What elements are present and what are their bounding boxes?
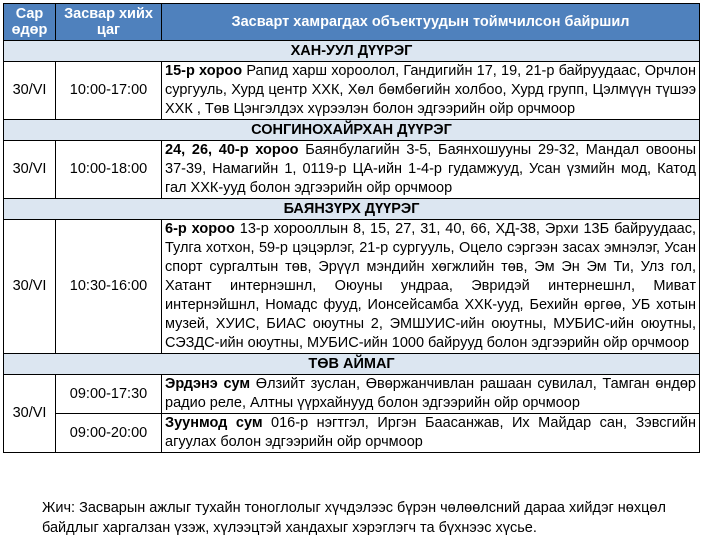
location-cell — [162, 220, 700, 354]
region-name: ТӨВ АЙМАГ — [4, 354, 700, 375]
location-cell — [162, 414, 700, 453]
date-cell: 30/VI — [4, 62, 56, 120]
region-row — [4, 354, 700, 375]
header-time: Засвар хийх цаг — [56, 4, 162, 41]
date-cell: 30/VI — [4, 141, 56, 199]
region-name: СОНГИНОХАЙРХАН ДҮҮРЭГ — [4, 120, 700, 141]
location-cell — [162, 141, 700, 199]
region-name: БАЯНЗҮРХ ДҮҮРЭГ — [4, 199, 700, 220]
table-row — [4, 141, 700, 199]
region-row — [4, 41, 700, 62]
time-cell: 10:30-16:00 — [56, 220, 162, 354]
location-district: Зуунмод сум — [165, 415, 263, 431]
date-cell: 30/VI — [4, 220, 56, 354]
repair-schedule-table — [3, 3, 700, 453]
table-row — [4, 62, 700, 120]
location-details: 016-р нэгтгэл, Иргэн Баасанжав, Их Майдар сан, Зэвсгийн агуулах болон эдгээрийн ойр орчмоор — [165, 415, 696, 450]
location-cell — [162, 375, 700, 414]
date-cell: 30/VI — [4, 375, 56, 453]
table-row — [4, 414, 700, 453]
location-district: 24, 26, 40-р хороо — [165, 142, 299, 158]
time-cell: 09:00-20:00 — [56, 414, 162, 453]
time-cell: 09:00-17:30 — [56, 375, 162, 414]
footnote: Жич: Засварын ажлыг тухайн тоноглолыг хүчдэлээс бүрэн чөлөөлсний дараа хийдэг нөхцөл байдлыг харгалзан үзэж, хүлээцтэй хандахыг хэрэглэгч та бүхнээс хүсье. — [42, 500, 666, 536]
header-location: Засварт хамрагдах объектуудын тоймчилсон байршил — [162, 4, 700, 41]
location-district: 15-р хороо — [165, 63, 243, 79]
location-cell — [162, 62, 700, 120]
table-row — [4, 375, 700, 414]
region-name: ХАН-УУЛ ДҮҮРЭГ — [4, 41, 700, 62]
table-header-row — [4, 4, 700, 41]
location-details: 13-р хорооллын 8, 15, 27, 31, 40, 66, ХД-38, Эрхи 13Б байруудаас, Тулга хотхон, 59-р цэцэрлэг, 21-р сургууль, Оцело сэргээн засах эмнэлэг, Усан спорт сургалтын төв, Эрүүл мэндийн хөгжлийн төв, Эм Эн Эм Ти, Улз гол, Хатант интернэшнл, Оюуны ундраа, Эвридэй интернешнл, Мивaт интернэйшнл, Номадс фууд, Ионсейсамба ХХК-ууд, Бехийн өргөө, УБ хотын музей, ХУИС, БИАС оюутны 2, ЭМШУИС-ийн оюутны, МУБИС-ийн оюутны, СЭЗДС-ийн оюутны, МУБИС-ийн 1000 байрууд болон эдгээрийн ойр орчмоор — [165, 221, 696, 351]
table-row — [4, 220, 700, 354]
time-cell: 10:00-17:00 — [56, 62, 162, 120]
header-date: Сар өдөр — [4, 4, 56, 41]
region-row — [4, 120, 700, 141]
region-row — [4, 199, 700, 220]
time-cell: 10:00-18:00 — [56, 141, 162, 199]
location-district: 6-р хороо — [165, 221, 235, 237]
location-district: Эрдэнэ сум — [165, 376, 251, 392]
location-details: Өлзийт зуслан, Өвөржанчивлан рашаан сувилал, Тамган өндөр радио реле, Алтны үүрхайнууд болон эдгээрийн ойр орчмоор — [165, 376, 697, 411]
location-details: Баянбулагийн 3-5, Баянхошууны 29-32, Мандал овооны 37-39, Намагийн 1, 0119-р ЦА-ийн 1-4-р гудамжууд, Усан үзмийн мод, Катод гал ХХК-ууд болон эдгээрийн ойр орчмоор — [165, 142, 696, 196]
location-details: Рапид харш хороолол, Гандигийн 17, 19, 21-р байруудаас, Орчлон сургууль, Хурд центр ХХК, Хөл бөмбөгийн холбоо, Хурд групп, Цэлмүүн түшээ ХХК , Төв Цэнгэлдэх хүрээлэн болон эдгээрийн ойр орчмоор — [165, 63, 696, 117]
